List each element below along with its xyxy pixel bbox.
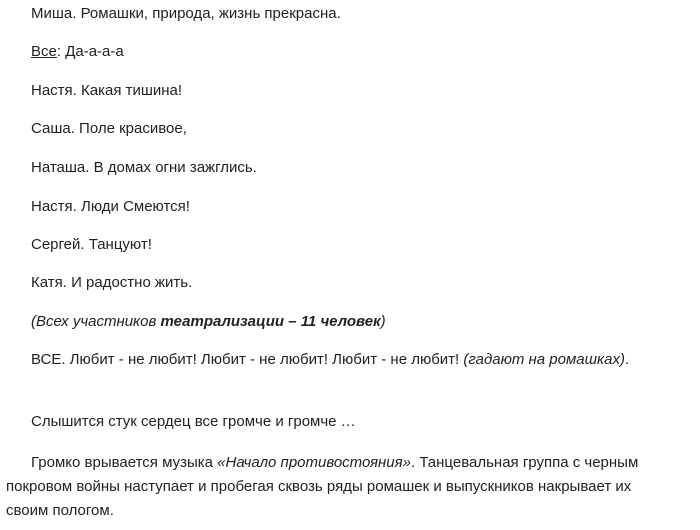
line-natasha <box>6 156 646 180</box>
line-sasha <box>6 117 646 141</box>
line-misha-text: Миша. Ромашки, природа, жизнь прекрасна. <box>31 5 341 22</box>
line-all-daisies-end: . <box>624 351 630 368</box>
line-music-before: Громко врывается музыка <box>31 454 218 471</box>
line-all <box>6 40 646 64</box>
line-all-text: : Да-а-а-а <box>56 43 124 60</box>
line-heartbeat <box>6 410 646 434</box>
stage-direction-bold: театрализации – 11 человек <box>160 313 381 330</box>
line-all-daisies-text: ВСЕ. Любит - не любит! Любит - не любит! Любит - не любит! <box>31 351 464 368</box>
line-nastya-1 <box>6 79 646 103</box>
stage-direction-before: (Всех участников <box>31 313 161 330</box>
line-sergey <box>6 233 646 257</box>
stage-direction-participants <box>6 310 646 334</box>
line-katya-text: Катя. И радостно жить. <box>31 274 193 291</box>
line-all-daisies <box>6 348 646 372</box>
line-music-italic: «Начало противостояния» <box>217 454 411 471</box>
line-sergey-text: Сергей. Танцуют! <box>31 236 152 253</box>
line-katya <box>6 271 646 295</box>
line-all-speaker: Все <box>31 43 57 60</box>
line-all-daisies-italic: (гадают на ромашках) <box>463 351 625 368</box>
line-nastya-2 <box>6 195 646 219</box>
line-music <box>6 451 646 523</box>
line-misha <box>6 2 646 26</box>
line-nastya-1-text: Настя. Какая тишина! <box>31 82 183 99</box>
line-nastya-2-text: Настя. Люди Смеются! <box>31 198 190 215</box>
line-music-after: . Танцевальная группа с черным покровом войны наступает и пробегая сквозь ряды ромашек и выпускников накрывает их своим пологом. <box>6 454 639 519</box>
line-sasha-text: Саша. Поле красивое, <box>31 120 187 137</box>
line-natasha-text: Наташа. В домах огни зажглись. <box>31 159 257 176</box>
stage-direction-after: ) <box>380 313 386 330</box>
line-heartbeat-text: Слышится стук сердец все громче и громче … <box>31 413 356 430</box>
